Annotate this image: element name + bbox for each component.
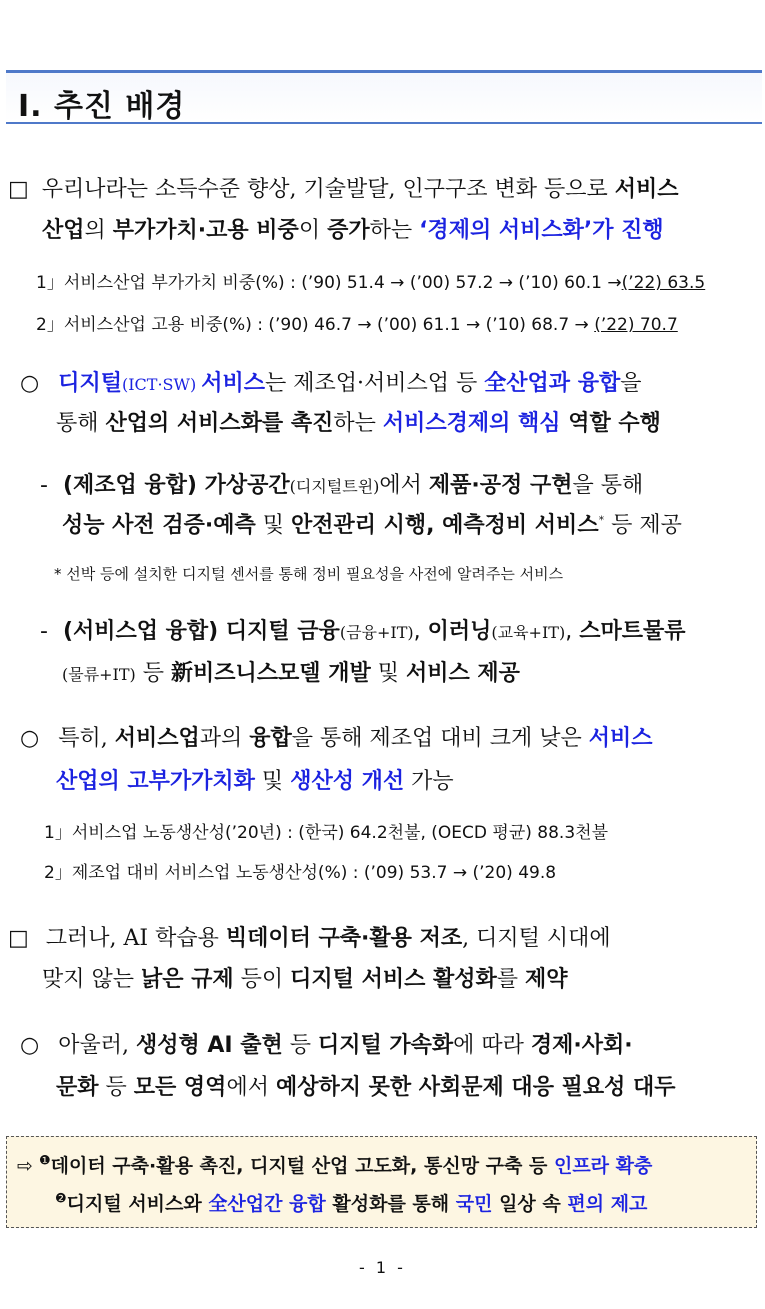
p3-footnote-1: 1」서비스업 노동생산성(’20년) : (한국) 64.2천불, (OECD 평균) 88.3천불	[44, 823, 608, 843]
circle-bullet: ○	[20, 371, 40, 396]
p3-footnote-2: 2」제조업 대비 서비스업 노동생산성(%) : (’09) 53.7 → (’20) 49.8	[44, 863, 557, 883]
p4-line-1: □ 그러나, AI 학습용 빅데이터 구축·활용 저조, 디지털 시대에	[8, 926, 611, 951]
p5-line-2: 문화 등 모든 영역에서 예상하지 못한 사회문제 대응 필요성 대두	[56, 1075, 676, 1100]
p1-line-1: □ 우리나라는 소득수준 향상, 기술발달, 인구구조 변화 등으로 서비스	[8, 177, 679, 202]
section-heading	[6, 70, 762, 124]
dash-bullet: -	[40, 619, 48, 644]
p1-line-2: 산업의 부가가치·고용 비중이 증가하는 ‘경제의 서비스화’가 진행	[42, 218, 664, 243]
section-title: Ⅰ. 추진 배경	[18, 89, 186, 124]
circle-bullet: ○	[20, 726, 40, 751]
summary-box	[6, 1136, 757, 1228]
footnote-2: 2」서비스산업 고용 비중(%) : (’90) 46.7 → (’00) 61.1 → (’10) 68.7 → (’22) 70.7	[36, 315, 678, 335]
square-bullet: □	[8, 177, 29, 202]
d1-line-1: - (제조업 융합) 가상공간(디지털트윈)에서 제품·공정 구현을 통해	[40, 473, 644, 498]
d2-line-2: (물류+IT) 등 新비즈니스모델 개발 및 서비스 제공	[62, 661, 520, 686]
summary-line-1: ⇨ $^❶$데이터 구축·활용 촉진, 디지털 산업 고도화, 통신망 구축 등 인프라 확충	[17, 1153, 653, 1177]
arrow-right-icon: ⇨	[17, 1155, 33, 1177]
square-bullet: □	[8, 926, 29, 951]
page-number: - 1 -	[359, 1258, 406, 1277]
marker-1-icon: ❶	[38, 1153, 51, 1169]
p4-line-2: 맞지 않는 낡은 규제 등이 디지털 서비스 활성화를 제약	[42, 967, 568, 992]
p3-line-1: ○ 특히, 서비스업과의 융합을 통해 제조업 대비 크게 낮은 서비스	[20, 726, 653, 751]
footnote-1: 1」서비스산업 부가가치 비중(%) : (’90) 51.4 → (’00) 57.2 → (’10) 60.1 →(’22) 63.5	[36, 273, 706, 293]
d1-note: * 선박 등에 설치한 디지털 센서를 통해 정비 필요성을 사전에 알려주는 서비스	[54, 565, 564, 583]
summary-line-2: $^❷$디지털 서비스와 全산업간 융합 활성화를 통해 국민 일상 속 편의 제고	[55, 1191, 648, 1215]
d1-line-2: 성능 사전 검증·예측 및 안전관리 시행, 예측정비 서비스* 등 제공	[62, 513, 682, 538]
circle-bullet: ○	[20, 1033, 40, 1058]
p2-line-2: 통해 산업의 서비스화를 촉진하는 서비스경제의 핵심 역할 수행	[56, 411, 661, 436]
p3-line-2: 산업의 고부가가치화 및 생산성 개선 가능	[56, 769, 454, 794]
marker-2-icon: ❷	[55, 1191, 67, 1207]
dash-bullet: -	[40, 473, 48, 498]
p5-line-1: ○ 아울러, 생성형 AI 출현 등 디지털 가속화에 따라 경제·사회·	[20, 1033, 633, 1058]
d2-line-1: - (서비스업 융합) 디지털 금융(금융+IT), 이러닝(교육+IT), 스마트물류	[40, 619, 686, 644]
p2-line-1: ○ 디지털(ICT·SW) 서비스는 제조업·서비스업 등 全산업과 융합을	[20, 371, 642, 396]
